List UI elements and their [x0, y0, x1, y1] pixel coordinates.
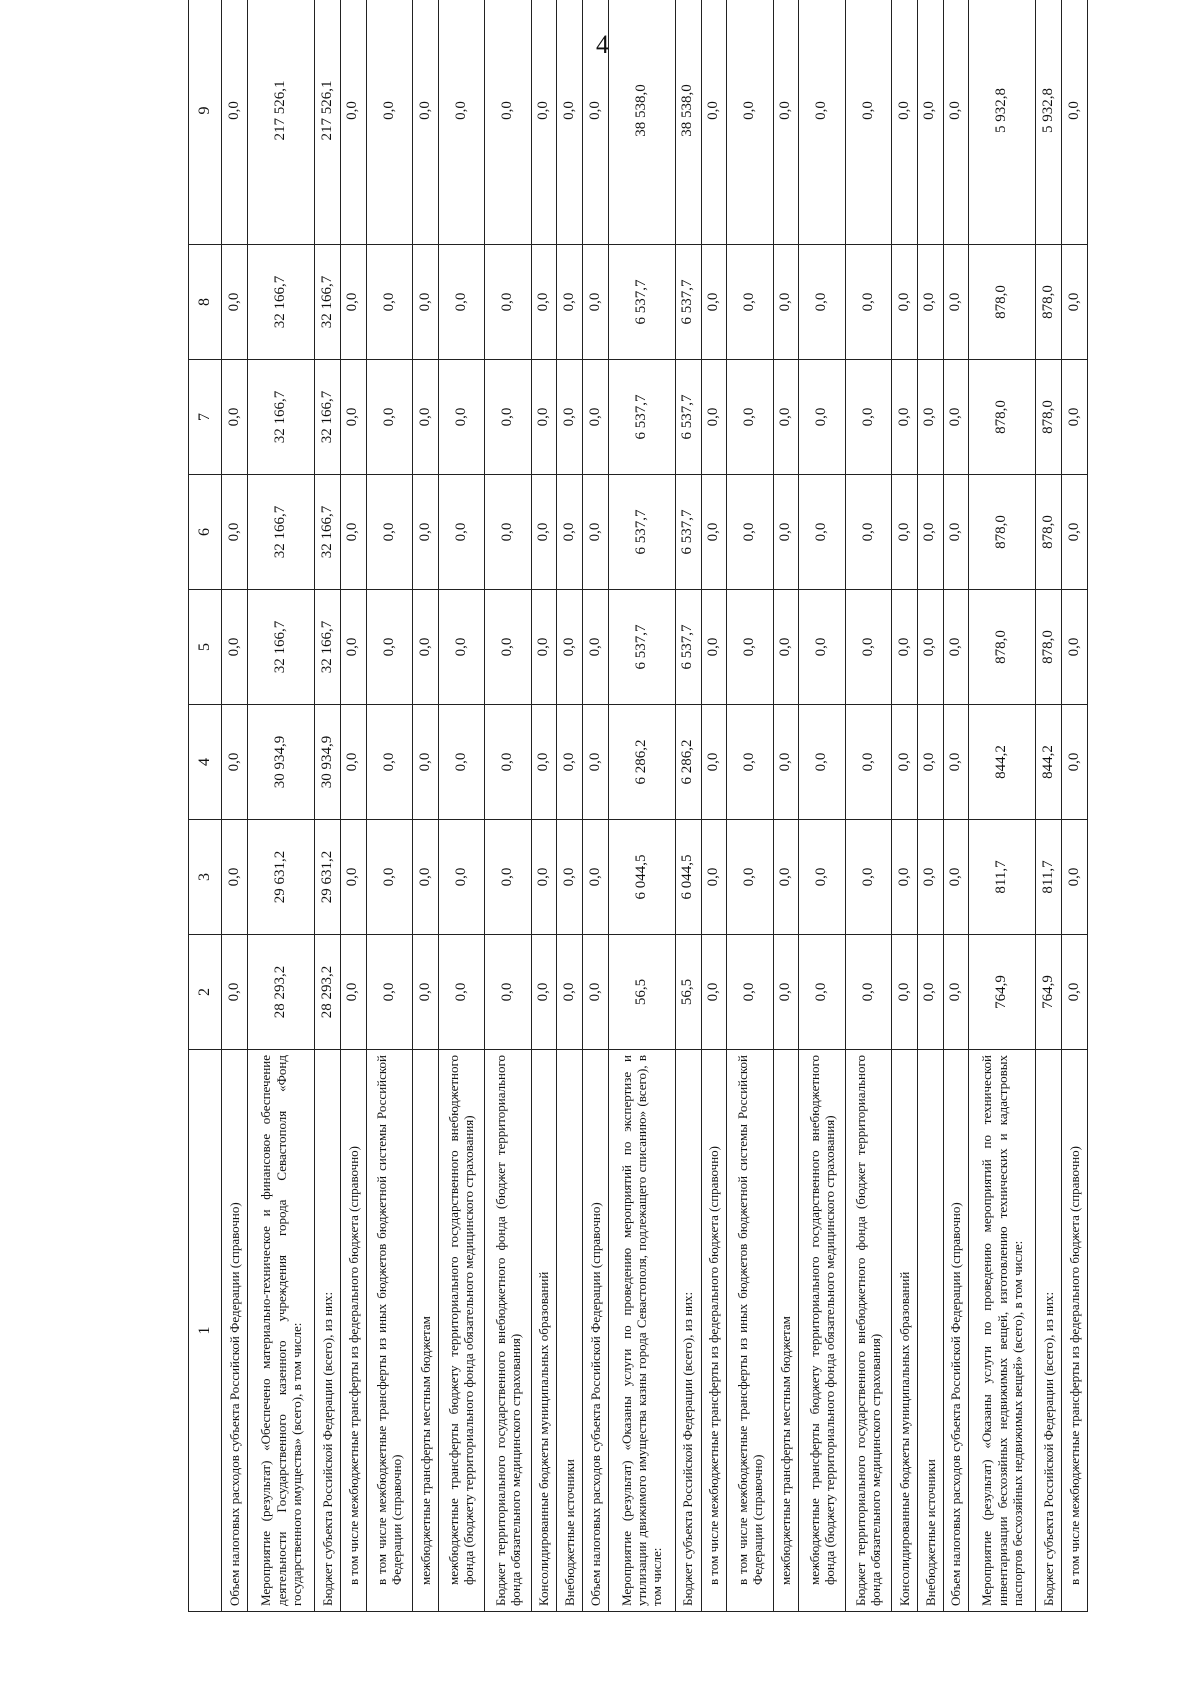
table-cell: 0,0 — [727, 360, 773, 475]
table-cell: 0,0 — [1062, 360, 1088, 475]
table-row — [773, 0, 799, 1612]
column-header: 5 — [189, 590, 222, 705]
table-cell: 0,0 — [1062, 705, 1088, 820]
table-cell: 0,0 — [531, 475, 557, 590]
table-cell: 0,0 — [845, 820, 891, 935]
table-cell: 0,0 — [531, 0, 557, 245]
table-cell: 0,0 — [583, 590, 609, 705]
table-cell: 217 526,1 — [315, 0, 341, 245]
table-cell: 0,0 — [943, 820, 969, 935]
table-cell: 0,0 — [366, 820, 412, 935]
table-row — [675, 0, 701, 1612]
table-cell: 32 166,7 — [315, 590, 341, 705]
table-cell: 0,0 — [701, 0, 727, 245]
table-cell: 0,0 — [799, 935, 845, 1050]
table-row — [557, 0, 583, 1612]
table-cell: 0,0 — [413, 475, 439, 590]
table-cell: 0,0 — [438, 475, 484, 590]
row-label: Консолидированные бюджеты муниципальных образований — [531, 1050, 557, 1612]
page-number: 4 — [596, 30, 609, 59]
table-row — [340, 0, 366, 1612]
table-cell: 0,0 — [583, 475, 609, 590]
table-row — [1036, 0, 1062, 1612]
table-cell: 32 166,7 — [315, 245, 341, 360]
table-cell: 0,0 — [557, 820, 583, 935]
table-cell: 0,0 — [773, 705, 799, 820]
table-cell: 6 537,7 — [675, 590, 701, 705]
row-label: в том числе межбюджетные трансферты из федерального бюджета (справочно) — [340, 1050, 366, 1612]
table-cell: 0,0 — [485, 820, 531, 935]
table-cell: 0,0 — [845, 705, 891, 820]
table-cell: 764,9 — [1036, 935, 1062, 1050]
table-cell: 0,0 — [557, 935, 583, 1050]
table-row — [413, 0, 439, 1612]
row-label: в том числе межбюджетные трансферты из федерального бюджета (справочно) — [1062, 1050, 1088, 1612]
budget-table — [188, 0, 1088, 1612]
table-cell: 0,0 — [340, 0, 366, 245]
table-cell: 0,0 — [799, 590, 845, 705]
table-cell: 32 166,7 — [248, 245, 315, 360]
row-label: межбюджетные трансферты местным бюджетам — [773, 1050, 799, 1612]
table-cell: 0,0 — [1062, 245, 1088, 360]
table-cell: 0,0 — [531, 360, 557, 475]
row-label: Бюджет субъекта Российской Федерации (всего), из них: — [315, 1050, 341, 1612]
table-cell: 0,0 — [799, 475, 845, 590]
table-cell: 0,0 — [892, 475, 918, 590]
table-header-row — [189, 0, 222, 1612]
column-header: 9 — [189, 0, 222, 245]
table-cell: 0,0 — [557, 0, 583, 245]
table-row — [917, 0, 943, 1612]
table-cell: 0,0 — [583, 0, 609, 245]
table-cell: 0,0 — [366, 245, 412, 360]
row-label: межбюджетные трансферты бюджету территориального государственного внебюджетного фонда (бюджету территориального фонда обязательного медицинского страхования) — [799, 1050, 845, 1612]
table-cell: 0,0 — [557, 360, 583, 475]
column-header: 8 — [189, 245, 222, 360]
table-cell: 0,0 — [583, 820, 609, 935]
table-row — [248, 0, 315, 1612]
table-cell: 0,0 — [438, 590, 484, 705]
table-cell: 6 537,7 — [675, 475, 701, 590]
table-cell: 0,0 — [340, 245, 366, 360]
row-label: в том числе межбюджетные трансферты из иных бюджетов бюджетной системы Российской Федерации (справочно) — [366, 1050, 412, 1612]
table-cell: 0,0 — [222, 245, 248, 360]
table-row — [485, 0, 531, 1612]
table-cell: 0,0 — [583, 360, 609, 475]
table-cell: 0,0 — [943, 935, 969, 1050]
table-cell: 0,0 — [222, 820, 248, 935]
column-header: 3 — [189, 820, 222, 935]
row-label: Объем налоговых расходов субъекта Российской Федерации (справочно) — [943, 1050, 969, 1612]
table-cell: 0,0 — [485, 935, 531, 1050]
table-cell: 878,0 — [969, 590, 1036, 705]
table-cell: 32 166,7 — [248, 590, 315, 705]
table-cell: 0,0 — [340, 360, 366, 475]
table-cell: 0,0 — [701, 245, 727, 360]
table-cell: 0,0 — [1062, 590, 1088, 705]
table-cell: 0,0 — [557, 245, 583, 360]
table-row — [583, 0, 609, 1612]
table-row — [1062, 0, 1088, 1612]
table-cell: 6 537,7 — [675, 245, 701, 360]
table-cell: 0,0 — [845, 935, 891, 1050]
table-cell: 0,0 — [1062, 0, 1088, 245]
table-cell: 0,0 — [340, 935, 366, 1050]
table-cell: 0,0 — [845, 475, 891, 590]
table-cell: 32 166,7 — [248, 475, 315, 590]
table-cell: 0,0 — [727, 0, 773, 245]
table-cell: 0,0 — [701, 820, 727, 935]
table-cell: 0,0 — [727, 590, 773, 705]
row-label: в том числе межбюджетные трансферты из иных бюджетов бюджетной системы Российской Федерации (справочно) — [727, 1050, 773, 1612]
table-cell: 6 537,7 — [675, 360, 701, 475]
table-cell: 0,0 — [485, 0, 531, 245]
table-cell: 0,0 — [799, 820, 845, 935]
row-label: Объем налоговых расходов субъекта Российской Федерации (справочно) — [222, 1050, 248, 1612]
table-cell: 878,0 — [969, 360, 1036, 475]
table-cell: 0,0 — [701, 935, 727, 1050]
table-cell: 844,2 — [1036, 705, 1062, 820]
table-cell: 0,0 — [701, 705, 727, 820]
table-cell: 0,0 — [531, 590, 557, 705]
table-cell: 0,0 — [222, 0, 248, 245]
table-cell: 0,0 — [773, 475, 799, 590]
table-cell: 0,0 — [892, 590, 918, 705]
table-cell: 0,0 — [773, 0, 799, 245]
table-cell: 38 538,0 — [608, 0, 675, 245]
table-cell: 878,0 — [969, 245, 1036, 360]
table-cell: 0,0 — [799, 245, 845, 360]
table-cell: 0,0 — [438, 705, 484, 820]
table-cell: 0,0 — [531, 705, 557, 820]
table-cell: 0,0 — [773, 360, 799, 475]
table-cell: 0,0 — [799, 705, 845, 820]
table-cell: 0,0 — [366, 935, 412, 1050]
table-cell: 0,0 — [917, 935, 943, 1050]
table-cell: 0,0 — [917, 705, 943, 820]
table-cell: 30 934,9 — [315, 705, 341, 820]
table-cell: 0,0 — [340, 590, 366, 705]
table-cell: 0,0 — [557, 475, 583, 590]
table-cell: 5 932,8 — [1036, 0, 1062, 245]
row-label: Бюджет субъекта Российской Федерации (всего), из них: — [675, 1050, 701, 1612]
table-cell: 0,0 — [366, 0, 412, 245]
table-cell: 0,0 — [222, 475, 248, 590]
table-cell: 217 526,1 — [248, 0, 315, 245]
table-cell: 0,0 — [943, 705, 969, 820]
table-row — [608, 0, 675, 1612]
table-cell: 0,0 — [799, 360, 845, 475]
table-cell: 0,0 — [340, 820, 366, 935]
table-cell: 0,0 — [557, 590, 583, 705]
table-cell: 6 044,5 — [608, 820, 675, 935]
table-cell: 6 537,7 — [608, 590, 675, 705]
table-cell: 6 286,2 — [608, 705, 675, 820]
table-cell: 0,0 — [773, 935, 799, 1050]
table-row — [366, 0, 412, 1612]
table-cell: 0,0 — [438, 360, 484, 475]
table-cell: 29 631,2 — [248, 820, 315, 935]
table-cell: 0,0 — [413, 705, 439, 820]
table-cell: 0,0 — [438, 245, 484, 360]
table-cell: 0,0 — [845, 245, 891, 360]
table-cell: 0,0 — [222, 705, 248, 820]
row-label: Объем налоговых расходов субъекта Российской Федерации (справочно) — [583, 1050, 609, 1612]
table-cell: 0,0 — [222, 360, 248, 475]
budget-table-body — [189, 0, 1088, 1612]
table-row — [531, 0, 557, 1612]
table-cell: 878,0 — [1036, 590, 1062, 705]
table-cell: 878,0 — [1036, 475, 1062, 590]
table-cell: 0,0 — [485, 705, 531, 820]
table-row — [727, 0, 773, 1612]
table-cell: 30 934,9 — [248, 705, 315, 820]
table-row — [799, 0, 845, 1612]
row-label: Мероприятие (результат) «Оказаны услуги по проведению мероприятий по технической инвентаризации бесхозяйных недвижимых вещей, изготовлению технических и кадастровых паспортов бесхозяйных недвижимых вещей» (всего), в том числе: — [969, 1050, 1036, 1612]
table-row — [701, 0, 727, 1612]
table-cell: 0,0 — [366, 705, 412, 820]
table-cell: 0,0 — [438, 0, 484, 245]
table-cell: 0,0 — [1062, 935, 1088, 1050]
table-cell: 32 166,7 — [248, 360, 315, 475]
table-cell: 0,0 — [531, 245, 557, 360]
table-cell: 0,0 — [438, 820, 484, 935]
table-cell: 0,0 — [773, 245, 799, 360]
row-label: Мероприятие (результат) «Обеспечено материально-техническое и финансовое обеспечение деятельности Государственного казенного учреждения города Севастополя «Фонд государственного имущества» (всего), в том числе: — [248, 1050, 315, 1612]
table-cell: 0,0 — [485, 475, 531, 590]
table-cell: 0,0 — [583, 705, 609, 820]
table-cell: 0,0 — [943, 360, 969, 475]
table-row — [969, 0, 1036, 1612]
table-cell: 6 286,2 — [675, 705, 701, 820]
row-label: Внебюджетные источники — [557, 1050, 583, 1612]
table-cell: 0,0 — [701, 360, 727, 475]
table-cell: 0,0 — [413, 935, 439, 1050]
row-label: Бюджет территориального государственного внебюджетного фонда (бюджет территориального фонда обязательного медицинского страхования) — [485, 1050, 531, 1612]
table-cell: 0,0 — [917, 0, 943, 245]
table-cell: 0,0 — [917, 590, 943, 705]
table-cell: 844,2 — [969, 705, 1036, 820]
row-label: Консолидированные бюджеты муниципальных образований — [892, 1050, 918, 1612]
column-header: 7 — [189, 360, 222, 475]
table-cell: 0,0 — [340, 475, 366, 590]
row-label: Мероприятие (результат) «Оказаны услуги по проведению мероприятий по экспертизе и утилизации движимого имущества казны города Севастополя, подлежащего списанию» (всего), в том числе: — [608, 1050, 675, 1612]
table-row — [438, 0, 484, 1612]
column-header: 4 — [189, 705, 222, 820]
table-cell: 0,0 — [727, 935, 773, 1050]
table-cell: 0,0 — [892, 935, 918, 1050]
table-cell: 0,0 — [892, 360, 918, 475]
table-cell: 0,0 — [413, 0, 439, 245]
table-row — [845, 0, 891, 1612]
table-cell: 878,0 — [1036, 360, 1062, 475]
table-cell: 0,0 — [222, 935, 248, 1050]
table-cell: 764,9 — [969, 935, 1036, 1050]
table-row — [943, 0, 969, 1612]
table-cell: 28 293,2 — [248, 935, 315, 1050]
table-cell: 29 631,2 — [315, 820, 341, 935]
table-cell: 0,0 — [1062, 475, 1088, 590]
row-label: Бюджет субъекта Российской Федерации (всего), из них: — [1036, 1050, 1062, 1612]
table-cell: 0,0 — [438, 935, 484, 1050]
table-cell: 32 166,7 — [315, 360, 341, 475]
table-cell: 0,0 — [1062, 820, 1088, 935]
table-cell: 0,0 — [413, 590, 439, 705]
table-cell: 0,0 — [943, 245, 969, 360]
table-cell: 0,0 — [366, 475, 412, 590]
table-cell: 0,0 — [799, 0, 845, 245]
rotated-page-content — [188, 77, 1088, 1612]
table-cell: 0,0 — [917, 820, 943, 935]
table-cell: 0,0 — [845, 360, 891, 475]
table-cell: 0,0 — [845, 0, 891, 245]
table-cell: 0,0 — [943, 0, 969, 245]
table-cell: 0,0 — [701, 475, 727, 590]
table-cell: 6 537,7 — [608, 245, 675, 360]
table-cell: 0,0 — [943, 590, 969, 705]
table-cell: 56,5 — [675, 935, 701, 1050]
table-cell: 0,0 — [557, 705, 583, 820]
table-cell: 28 293,2 — [315, 935, 341, 1050]
row-label: межбюджетные трансферты местным бюджетам — [413, 1050, 439, 1612]
table-cell: 6 044,5 — [675, 820, 701, 935]
table-cell: 0,0 — [413, 360, 439, 475]
table-cell: 0,0 — [727, 705, 773, 820]
table-cell: 0,0 — [917, 360, 943, 475]
table-cell: 0,0 — [583, 935, 609, 1050]
table-cell: 878,0 — [969, 475, 1036, 590]
table-cell: 0,0 — [366, 590, 412, 705]
table-cell: 0,0 — [531, 935, 557, 1050]
table-cell: 0,0 — [485, 360, 531, 475]
table-cell: 878,0 — [1036, 245, 1062, 360]
row-label: Внебюджетные источники — [917, 1050, 943, 1612]
table-cell: 0,0 — [413, 245, 439, 360]
table-cell: 0,0 — [583, 245, 609, 360]
table-row — [315, 0, 341, 1612]
table-cell: 5 932,8 — [969, 0, 1036, 245]
table-cell: 38 538,0 — [675, 0, 701, 245]
table-cell: 811,7 — [1036, 820, 1062, 935]
table-row — [222, 0, 248, 1612]
table-cell: 0,0 — [773, 590, 799, 705]
table-cell: 0,0 — [531, 820, 557, 935]
row-label: в том числе межбюджетные трансферты из федерального бюджета (справочно) — [701, 1050, 727, 1612]
column-header: 1 — [189, 1050, 222, 1612]
table-cell: 0,0 — [366, 360, 412, 475]
table-cell: 0,0 — [892, 820, 918, 935]
column-header: 2 — [189, 935, 222, 1050]
table-cell: 6 537,7 — [608, 360, 675, 475]
table-cell: 0,0 — [222, 590, 248, 705]
table-cell: 0,0 — [917, 475, 943, 590]
column-header: 6 — [189, 475, 222, 590]
row-label: Бюджет территориального государственного внебюджетного фонда (бюджет территориального фонда обязательного медицинского страхования) — [845, 1050, 891, 1612]
table-cell: 0,0 — [340, 705, 366, 820]
table-cell: 0,0 — [727, 245, 773, 360]
table-cell: 32 166,7 — [315, 475, 341, 590]
table-cell: 0,0 — [485, 590, 531, 705]
table-cell: 0,0 — [892, 245, 918, 360]
table-cell: 0,0 — [943, 475, 969, 590]
table-cell: 0,0 — [773, 820, 799, 935]
table-cell: 0,0 — [892, 705, 918, 820]
table-row — [892, 0, 918, 1612]
table-cell: 0,0 — [727, 820, 773, 935]
table-cell: 0,0 — [845, 590, 891, 705]
table-cell: 0,0 — [701, 590, 727, 705]
table-cell: 56,5 — [608, 935, 675, 1050]
table-cell: 0,0 — [917, 245, 943, 360]
table-cell: 6 537,7 — [608, 475, 675, 590]
table-cell: 0,0 — [892, 0, 918, 245]
table-cell: 0,0 — [727, 475, 773, 590]
row-label: межбюджетные трансферты бюджету территориального государственного внебюджетного фонда (бюджету территориального фонда обязательного медицинского страхования) — [438, 1050, 484, 1612]
table-cell: 811,7 — [969, 820, 1036, 935]
table-cell: 0,0 — [485, 245, 531, 360]
table-cell: 0,0 — [413, 820, 439, 935]
